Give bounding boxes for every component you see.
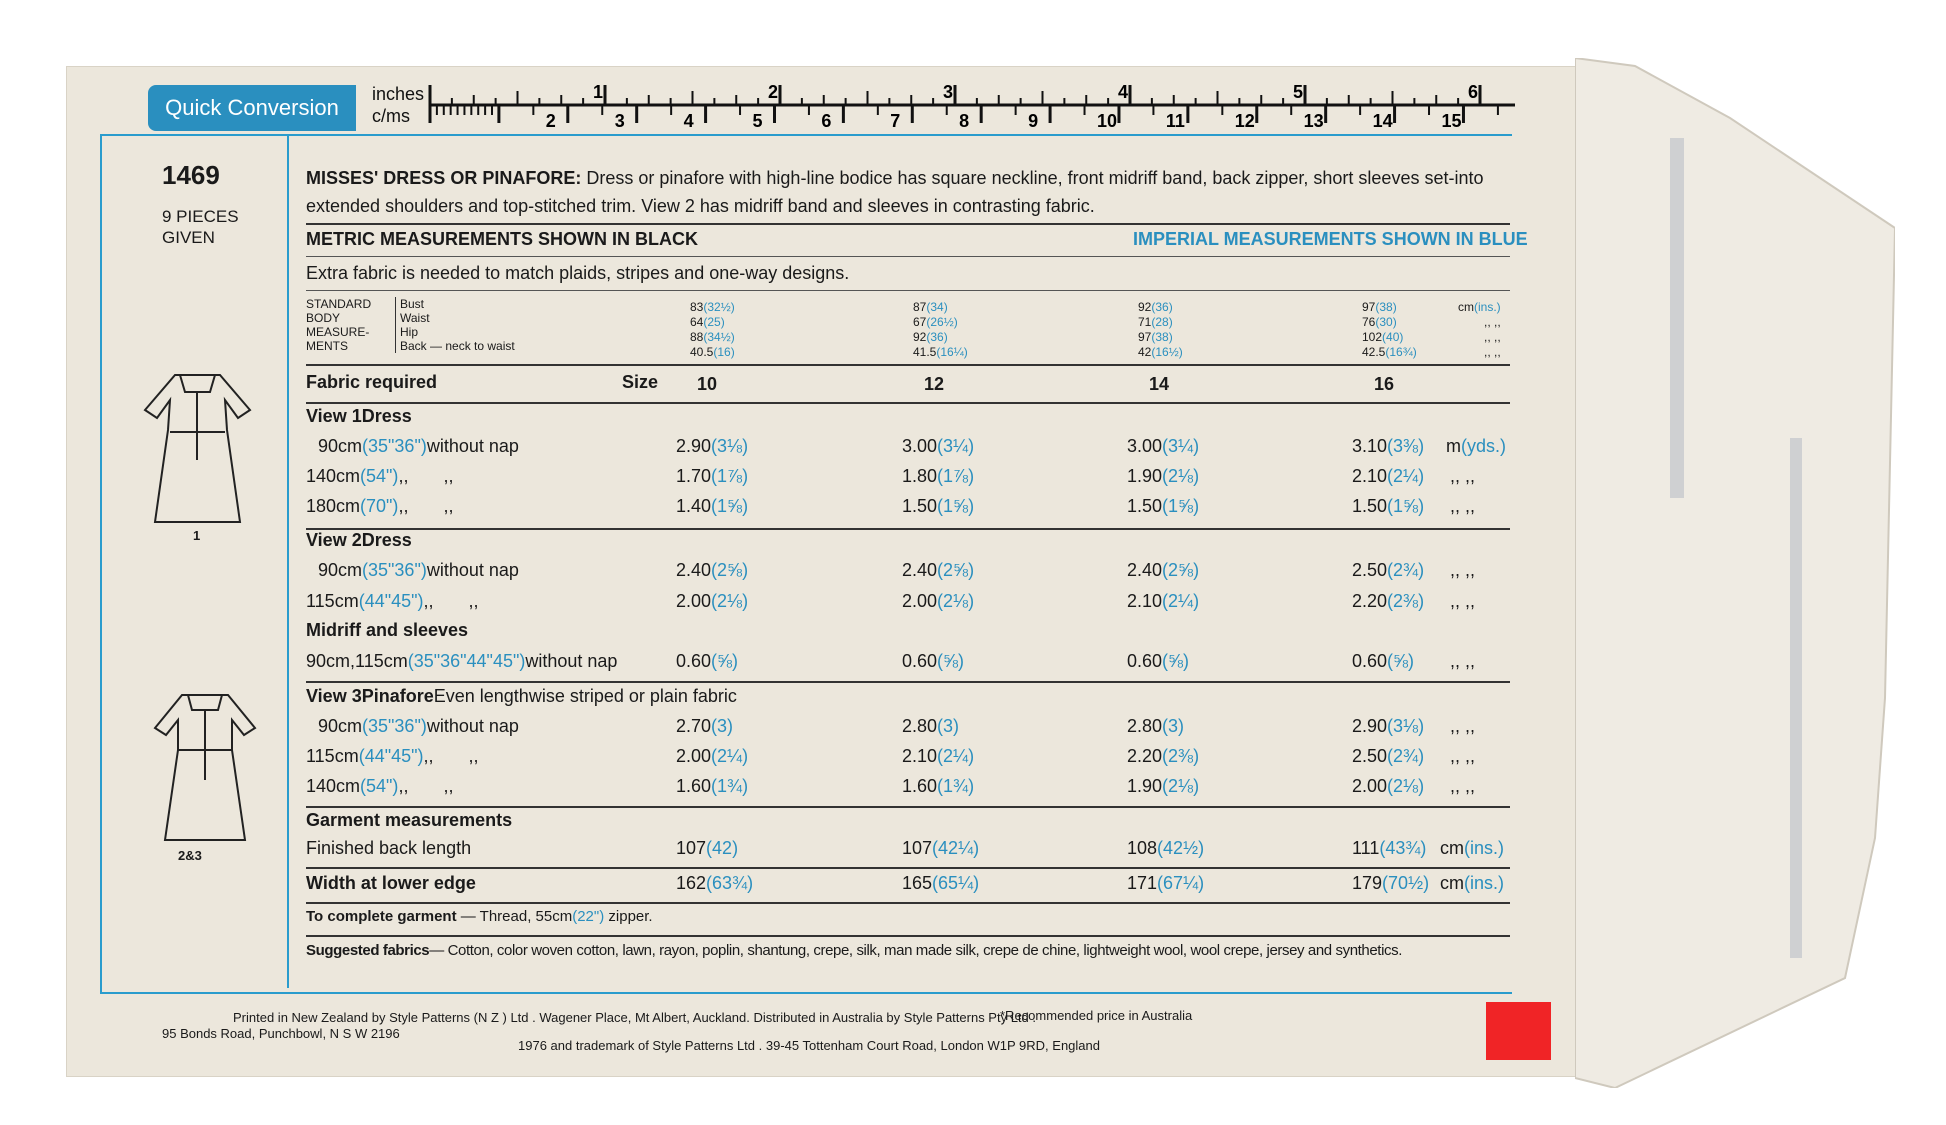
fabric-value-size-14: 2.20(2⅜) — [1127, 746, 1200, 766]
fabric-value-size-14: 2.40(2⅝) — [1127, 560, 1200, 580]
fabric-value-size-10: 1.70(1⅞) — [676, 466, 749, 486]
metric-heading: METRIC MEASUREMENTS SHOWN IN BLACK — [306, 229, 698, 249]
view-2-3-sketch — [150, 690, 260, 848]
inches-label: inches — [372, 84, 425, 104]
fabric-value-size-14: 1.50(1⅝) — [1127, 496, 1200, 516]
measurement-column-size-12: 87(34) 67(26½) 92(36) 41.5(16¼) — [913, 300, 968, 359]
divider — [306, 402, 1510, 404]
width-label: Width at lower edge — [306, 873, 476, 893]
description-title: MISSES' DRESS OR PINAFORE: — [306, 168, 582, 188]
divider — [306, 364, 1510, 366]
unit-note: ,, ,, — [1450, 560, 1476, 580]
inch-number: 1 — [593, 82, 604, 102]
fabric-value-size-10: 2.70(3) — [676, 716, 734, 736]
pattern-number: 1469 — [162, 160, 220, 190]
fabric-value-size-10: 2.40(2⅝) — [676, 560, 749, 580]
fabric-width-label: 115cm(44"45"),, ,, — [306, 591, 479, 611]
price-note: *Recommended price in Australia — [1000, 1008, 1193, 1023]
inch-number: 2 — [768, 82, 779, 102]
cm-number: 6 — [821, 111, 832, 130]
fabric-value-size-14: 1.90(2⅛) — [1127, 466, 1200, 486]
fabric-value-size-16: 2.90(3⅛) — [1352, 716, 1425, 736]
cm-number: 8 — [959, 111, 970, 130]
size-12: 12 — [924, 374, 945, 394]
fabric-value-size-12: 2.10(2¼) — [902, 746, 975, 766]
footer-copyright: 1976 and trademark of Style Patterns Ltd . 39-45 Tottenham Court Road, London W1P 9RD, England — [518, 1038, 1100, 1053]
fabric-value-size-12: 3.00(3¼) — [902, 436, 975, 456]
fabric-value-size-16: 1.50(1⅝) — [1352, 496, 1425, 516]
fabric-value-size-14: 0.60(⅝) — [1127, 651, 1190, 671]
back_length-size-10: 107(42) — [676, 838, 739, 858]
width-size-16: 179(70½) — [1352, 873, 1430, 893]
width-size-14: 171(67¼) — [1127, 873, 1205, 893]
divider — [306, 223, 1510, 225]
envelope-flap — [1575, 58, 1895, 1088]
fabric-value-size-16: 2.00(2⅛) — [1352, 776, 1425, 796]
fabric-value-size-16: 0.60(⅝) — [1352, 651, 1415, 671]
fabric-value-size-10: 0.60(⅝) — [676, 651, 739, 671]
fabric-width-label: 90cm(35"36")without nap — [318, 560, 519, 580]
size-16: 16 — [1374, 374, 1395, 394]
fabric-value-size-16: 2.20(2⅜) — [1352, 591, 1425, 611]
fabric-width-label: 140cm(54"),, ,, — [306, 776, 454, 796]
back_length-size-14: 108(42½) — [1127, 838, 1205, 858]
fabric-value-size-14: 2.10(2¼) — [1127, 591, 1200, 611]
view-heading: View 2Dress — [306, 530, 412, 550]
unit-note: cm(ins.) — [1440, 838, 1504, 858]
fabric-width-label: 115cm(44"45"),, ,, — [306, 746, 479, 766]
fabric-value-size-12: 1.80(1⅞) — [902, 466, 975, 486]
unit-note: ,, ,, — [1450, 746, 1476, 766]
fabric-value-size-12: 1.60(1¾) — [902, 776, 975, 796]
description-text-2: extended shoulders and top-stitched trim. View 2 has midriff band and sleeves in contrasting fabric. — [306, 196, 1095, 216]
fabric-value-size-10: 2.00(2¼) — [676, 746, 749, 766]
cm-number: 14 — [1372, 111, 1393, 130]
fabric-value-size-16: 2.10(2¼) — [1352, 466, 1425, 486]
fabric-value-size-16: 2.50(2¾) — [1352, 746, 1425, 766]
footer-address: 95 Bonds Road, Punchbowl, N S W 2196 — [162, 1026, 400, 1041]
suggested-fabrics: Suggested fabrics— Cotton, color woven cotton, lawn, rayon, poplin, shantung, crepe, silk, man made silk, crepe de chine, lightweight wool, wool crepe, jersey and synthetics. — [306, 942, 1402, 959]
view-1-caption: 1 — [193, 528, 201, 543]
divider — [306, 256, 1510, 257]
fabric-required-heading: Fabric required — [306, 372, 438, 392]
cm-number: 3 — [614, 111, 625, 130]
pieces-count: 9 PIECES — [162, 207, 239, 226]
price-sticker — [1486, 1002, 1551, 1060]
cm-number: 10 — [1096, 111, 1118, 130]
unit-note: ,, ,, — [1450, 651, 1476, 671]
fabric-width-label: 90cm,115cm(35"36"44"45")without nap — [306, 651, 618, 671]
view-2-3-caption: 2&3 — [178, 848, 202, 863]
width-size-10: 162(63¾) — [676, 873, 754, 893]
back_length-label: Finished back length — [306, 838, 472, 858]
conversion-ruler — [365, 80, 1525, 130]
fabric-value-size-14: 2.80(3) — [1127, 716, 1185, 736]
fabric-value-size-16: 3.10(3⅜) — [1352, 436, 1425, 456]
divider — [306, 935, 1510, 937]
fabric-width-label: 90cm(35"36")without nap — [318, 716, 519, 736]
cm-number: 2 — [545, 111, 556, 130]
fabric-value-size-16: 2.50(2¾) — [1352, 560, 1425, 580]
width-size-12: 165(65¼) — [902, 873, 980, 893]
view-heading: View 3PinaforeEven lengthwise striped or plain fabric — [306, 686, 737, 706]
quick-conversion-label: Quick Conversion — [148, 85, 356, 131]
divider — [306, 902, 1510, 904]
divider — [306, 867, 1510, 869]
divider — [306, 806, 1510, 808]
fabric-value-size-10: 2.90(3⅛) — [676, 436, 749, 456]
fabric-value-size-10: 2.00(2⅛) — [676, 591, 749, 611]
view-heading: View 1Dress — [306, 406, 412, 426]
fabric-value-size-12: 0.60(⅝) — [902, 651, 965, 671]
midriff-heading: Midriff and sleeves — [306, 620, 469, 640]
unit-note: m(yds.) — [1446, 436, 1506, 456]
description — [306, 168, 1510, 189]
body-measurement-rows: Bust Waist Hip Back — neck to waist — [395, 297, 515, 353]
unit-note: ,, ,, — [1450, 466, 1476, 486]
inch-number: 4 — [1118, 82, 1129, 102]
fabric-width-label: 180cm(70"),, ,, — [306, 496, 454, 516]
divider — [306, 290, 1510, 291]
size-14: 14 — [1149, 374, 1170, 394]
divider — [306, 528, 1510, 530]
fabric-value-size-12: 2.00(2⅛) — [902, 591, 975, 611]
cm-number: 5 — [752, 111, 763, 130]
measurement-column-size-10: 83(32½) 64(25) 88(34½) 40.5(16) — [690, 300, 735, 359]
inch-number: 5 — [1293, 82, 1304, 102]
back_length-size-12: 107(42¼) — [902, 838, 980, 858]
inch-number: 3 — [943, 82, 954, 102]
cm-number: 4 — [683, 111, 694, 130]
inch-number: 6 — [1468, 82, 1479, 102]
fabric-value-size-12: 2.40(2⅝) — [902, 560, 975, 580]
view-1-sketch — [140, 370, 255, 530]
unit-note: ,, ,, — [1450, 776, 1476, 796]
cm-number: 12 — [1234, 111, 1255, 130]
footer-printed: Printed in New Zealand by Style Patterns (N Z ) Ltd . Wagener Place, Mt Albert, Auckland. Distributed in Australia by Style Patterns Pty Ltd . — [233, 1010, 1036, 1025]
unit-note: cm(ins.) — [1440, 873, 1504, 893]
unit-note: ,, ,, — [1450, 716, 1476, 736]
size-10: 10 — [697, 374, 718, 394]
fabric-value-size-10: 1.60(1¾) — [676, 776, 749, 796]
fabric-value-size-12: 1.50(1⅝) — [902, 496, 975, 516]
fabric-width-label: 140cm(54"),, ,, — [306, 466, 454, 486]
cm-number: 9 — [1028, 111, 1039, 130]
unit-note: ,, ,, — [1450, 496, 1476, 516]
imperial-heading: IMPERIAL MEASUREMENTS SHOWN IN BLUE — [1133, 229, 1528, 249]
pieces-given: GIVEN — [162, 228, 215, 247]
cm-number: 15 — [1441, 111, 1462, 130]
fabric-width-label: 90cm(35"36")without nap — [318, 436, 519, 456]
fabric-value-size-14: 1.90(2⅛) — [1127, 776, 1200, 796]
measurement-units: cm(ins.) ,, ,, ,, ,, ,, ,, — [1458, 300, 1501, 359]
cm-number: 11 — [1165, 111, 1185, 130]
notions: To complete garment — Thread, 55cm(22") zipper. — [306, 908, 653, 925]
measurement-column-size-16: 97(38) 76(30) 102(40) 42.5(16¾) — [1362, 300, 1417, 359]
unit-note: ,, ,, — [1450, 591, 1476, 611]
fabric-value-size-10: 1.40(1⅝) — [676, 496, 749, 516]
extra-fabric-note: Extra fabric is needed to match plaids, stripes and one-way designs. — [306, 263, 850, 283]
measurement-column-size-14: 92(36) 71(28) 97(38) 42(16½) — [1138, 300, 1183, 359]
cm-number: 13 — [1303, 111, 1324, 130]
fabric-value-size-12: 2.80(3) — [902, 716, 960, 736]
divider — [306, 681, 1510, 683]
garment-measurements-heading: Garment measurements — [306, 810, 513, 830]
size-label: Size — [622, 372, 659, 392]
back_length-size-16: 111(43¾) — [1352, 838, 1427, 858]
cms-label: c/ms — [372, 106, 410, 126]
cm-number: 7 — [890, 111, 901, 130]
body-measurements-label: STANDARD BODY MEASURE- MENTS — [306, 297, 372, 353]
fabric-value-size-14: 3.00(3¼) — [1127, 436, 1200, 456]
description-text: Dress or pinafore with high-line bodice has square neckline, front midriff band, back zipper, short sleeves set-into — [586, 168, 1484, 188]
